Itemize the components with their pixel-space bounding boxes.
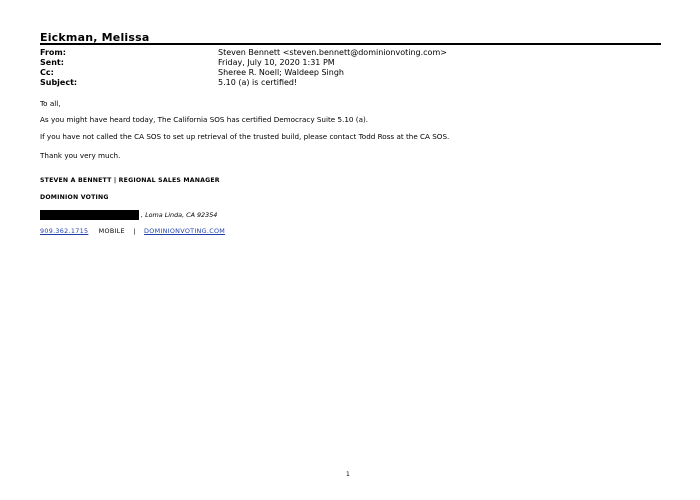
- website-link[interactable]: DOMINIONVOTING.COM: [144, 227, 226, 235]
- contact-separator: |: [133, 227, 136, 235]
- from-label: From:: [40, 48, 66, 57]
- subject-value: 5.10 (a) is certified!: [218, 78, 298, 87]
- cc-value: Sheree R. Noell; Waldeep Singh: [218, 68, 344, 77]
- header-divider: [40, 43, 661, 45]
- body-closing: Thank you very much.: [40, 151, 121, 160]
- body-paragraph-1: As you might have heard today, The California SOS has certified Democracy Suite 5.10 (a).: [40, 115, 369, 124]
- mailbox-owner-name: Eickman, Melissa: [40, 31, 150, 44]
- sent-label: Sent:: [40, 58, 64, 67]
- cc-label: Cc:: [40, 68, 54, 77]
- body-paragraph-2: If you have not called the CA SOS to set up retrieval of the trusted build, please contact Todd Ross at the CA SOS.: [40, 132, 450, 141]
- phone-type-label: MOBILE: [98, 227, 125, 235]
- from-value: Steven Bennett <steven.bennett@dominionvoting.com>: [218, 48, 447, 57]
- redacted-address-block: [40, 210, 139, 220]
- subject-label: Subject:: [40, 78, 78, 87]
- page-number: 1: [346, 471, 350, 478]
- body-greeting: To all,: [40, 99, 61, 108]
- phone-link[interactable]: 909.362.1715: [40, 227, 89, 235]
- signature-company: DOMINION VOTING: [40, 194, 109, 201]
- signature-title-line: STEVEN A BENNETT | REGIONAL SALES MANAGER: [40, 177, 220, 184]
- signature-address: , Loma Linda, CA 92354: [141, 211, 218, 219]
- sent-value: Friday, July 10, 2020 1:31 PM: [218, 58, 335, 67]
- signature-contact-line: [40, 227, 225, 235]
